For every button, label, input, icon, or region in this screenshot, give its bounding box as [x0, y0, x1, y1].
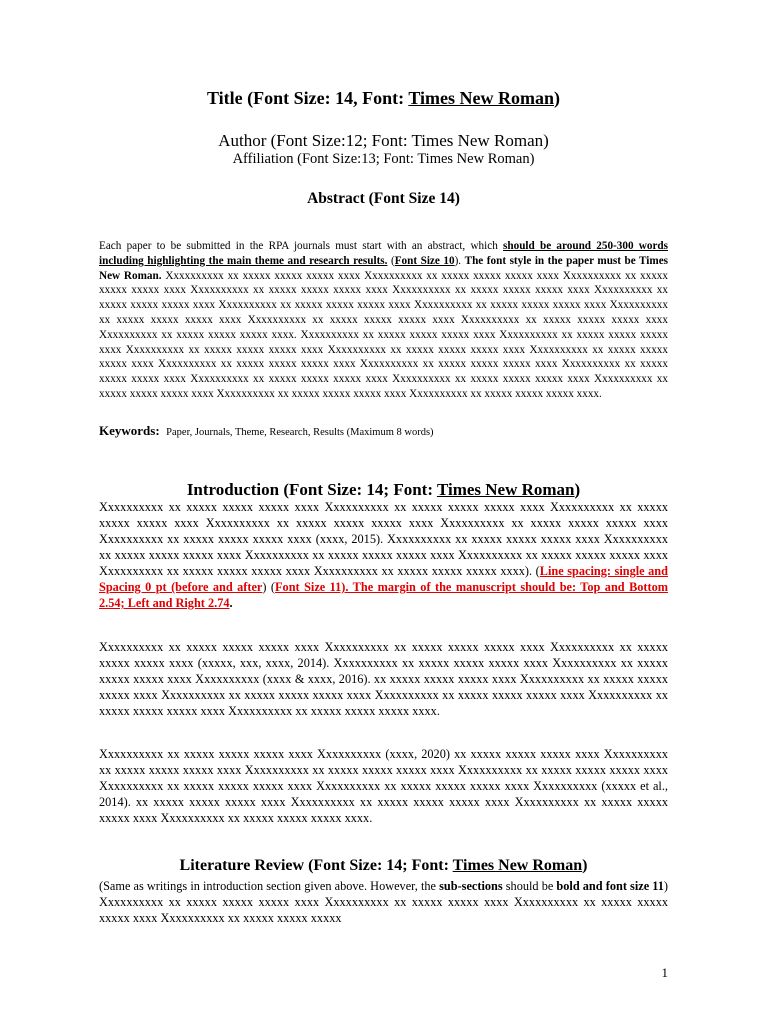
title-font-name: Times New Roman [408, 88, 554, 108]
abstract-bold-3: The font style in the paper must be Times New Roman. [99, 254, 669, 282]
abstract-body [99, 239, 668, 402]
lit-heading-text: Literature Review (Font Size: 14; Font: [179, 857, 453, 874]
lit-bold-2: bold and font size 11 [556, 879, 664, 893]
abstract-text-2: ( [387, 254, 395, 267]
literature-paragraph [99, 878, 668, 926]
intro-p1-red-2: Font Size 11). The margin of the manuscript should be: Top and Bottom 2.54; Left and Right 2.74 [99, 580, 669, 610]
intro-heading-close: ) [574, 480, 581, 499]
lit-bold-1: sub-sections [439, 879, 503, 893]
introduction-heading [99, 480, 668, 500]
affiliation-line: Affiliation (Font Size:13; Font: Times New Roman) [232, 151, 535, 167]
intro-paragraph-3: Xxxxxxxxxx xx xxxxx xxxxx xxxxx xxxx Xxxxxxxxxx (xxxx, 2020) xx xxxxx xxxxx xxxxx xxxx Xxxxxxxxxx xx xxxxx xxxxx xxxxx xxxx Xxxxxxxxxx xx xxxxx xxxxx xxxxx xxxx Xxxxxxxxxx xx xxxxx xxxxx xxxxx xxxx Xxxxxxxxxx xx xxxxx xxxxx xxxxx xxxx Xxxxxxxxxx xx xxxxx xxxxx xxxxx xxxx Xxxxxxxxxx (xxxxx et al., 2014). xx xxxxx xxxxx xxxxx xxxx Xxxxxxxxxx xx xxxxx xxxxx xxxxx xxxx Xxxxxxxxxx xx xxxxx xxxxx xxxxx xxxx Xxxxxxxxxx xx xxxxx xxxxx xxxxx xxxx. [99, 747, 668, 825]
intro-p1-end: . [229, 596, 233, 610]
intro-p1-red-1: Line spacing: single and Spacing 0 pt (before and after [99, 564, 668, 594]
lit-heading-close: ) [582, 857, 588, 874]
abstract-bold-2: Font Size 10 [394, 254, 455, 267]
author-line: Author (Font Size:12; Font: Times New Roman) [218, 131, 549, 150]
intro-paragraph-1 [99, 499, 668, 611]
abstract-filler: Xxxxxxxxxx xx xxxxx xxxxx xxxxx xxxx Xxxxxxxxxx xx xxxxx xxxxx xxxxx xxxx Xxxxxxxxxx xx xxxxx xxxxx xxxxx xxxx Xxxxxxxxxx xx xxxxx xxxxx xxxxx xxxx Xxxxxxxxxx xx xxxxx xxxxx xxxxx xxxx Xxxxxxxxxx xx xxxxx xxxxx xxxxx xxxx Xxxxxxxxxx xx xxxxx xxxxx xxxxx xxxx Xxxxxxxxxx xx xxxxx xxxxx xxxxx xxxx Xxxxxxxxxx xx xxxxx xxxxx xxxxx xxxx Xxxxxxxxxx xx xxxxx xxxxx xxxxx xxxx Xxxxxxxxxx xx xxxxx xxxxx xxxxx xxxx Xxxxxxxxxx xx xxxxx xxxxx xxxxx xxxx. Xxxxxxxxxx xx xxxxx xxxxx xxxxx xxxx Xxxxxxxxxx xx xxxxx xxxxx xxxxx xxxx Xxxxxxxxxx xx xxxxx xxxxx xxxxx xxxx Xxxxxxxxxx xx xxxxx xxxxx xxxxx xxxx Xxxxxxxxxx xx xxxxx xxxxx xxxxx xxxx Xxxxxxxxxx xx xxxxx xxxxx xxxxx xxxx Xxxxxxxxxx xx xxxxx xxxxx xxxxx xxxx Xxxxxxxxxx xx xxxxx xxxxx xxxxx xxxx Xxxxxxxxxx xx xxxxx xxxxx xxxxx xxxx Xxxxxxxxxx xx xxxxx xxxxx xxxxx xxxx Xxxxxxxxxx xx xxxxx xxxxx xxxxx xxxx Xxxxxxxxxx xx xxxxx xxxxx xxxxx xxxx Xxxxxxxxxx xx xxxxx xxxxx xxxxx xxxx. [99, 269, 668, 400]
intro-p1-text: Xxxxxxxxxx xx xxxxx xxxxx xxxxx xxxx Xxxxxxxxxx xx xxxxx xxxxx xxxxx xxxx Xxxxxxxxxx xx xxxxx xxxxx xxxxx xxxx Xxxxxxxxxx xx xxxxx xxxxx xxxxx xxxx Xxxxxxxxxx xx xxxxx xxxxx xxxxx xxxx Xxxxxxxxxx xx xxxxx xxxxx xxxxx xxxx (xxxx, 2015). Xxxxxxxxxx xx xxxxx xxxxx xxxxx xxxx Xxxxxxxxxx xx xxxxx xxxxx xxxxx xxxx Xxxxxxxxxx xx xxxxx xxxxx xxxxx xxxx Xxxxxxxxxx xx xxxxx xxxxx xxxxx xxxx Xxxxxxxxxx xx xxxxx xxxxx xxxxx xxxx Xxxxxxxxxx xx xxxxx xxxxx xxxxx xxxx). ( [99, 500, 668, 578]
lit-text-2: should be [502, 879, 557, 893]
lit-heading-font: Times New Roman [452, 857, 583, 874]
keywords-line [99, 423, 668, 439]
paper-title [99, 88, 668, 109]
keywords-value: Paper, Journals, Theme, Research, Results (Maximum 8 words) [166, 427, 434, 438]
intro-heading-font: Times New Roman [436, 480, 575, 499]
lit-text-3: ) Xxxxxxxxxx xx xxxxx xxxxx xxxxx xxxx Xxxxxxxxxx xx xxxxx xxxxx xxxx Xxxxxxxxxx xx xxxxx xxxxx xxxxx xxxx Xxxxxxxxxx xx xxxxx xxxxx xxxxx [99, 879, 668, 925]
intro-paragraph-2: Xxxxxxxxxx xx xxxxx xxxxx xxxxx xxxx Xxxxxxxxxx xx xxxxx xxxxx xxxxx xxxx Xxxxxxxxxx xx xxxxx xxxxx xxxxx xxxx (xxxxx, xxx, xxxx, 2014). Xxxxxxxxxx xx xxxxx xxxxx xxxxx xxxx Xxxxxxxxxx xx xxxxx xxxxx xxxxx xxxx Xxxxxxxxxx (xxxx & xxxx, 2016). xx xxxxx xxxxx xxxxx xxxx Xxxxxxxxxx xx xxxxx xxxxx xxxxx xxxx Xxxxxxxxxx xx xxxxx xxxxx xxxxx xxxx Xxxxxxxxxx xx xxxxx xxxxx xxxxx xxxx Xxxxxxxxxx xx xxxxx xxxxx xxxxx xxxx Xxxxxxxxxx xx xxxxx xxxxx xxxxx xxxx. [99, 640, 668, 718]
abstract-heading: Abstract (Font Size 14) [307, 190, 460, 207]
page-number: 1 [661, 965, 668, 980]
literature-heading [99, 857, 668, 875]
title-close: ) [554, 88, 560, 108]
keywords-label: Keywords: [99, 423, 160, 438]
title-text: Title (Font Size: 14, Font: [207, 88, 409, 108]
abstract-text-3: ). [454, 254, 465, 267]
abstract-text-1: Each paper to be submitted in the RPA journals must start with an abstract, which [99, 240, 504, 252]
intro-p1-mid: ) ( [262, 580, 276, 594]
lit-text-1: (Same as writings in introduction section given above. However, the [99, 879, 440, 893]
intro-heading-text: Introduction (Font Size: 14; Font: [186, 480, 437, 499]
abstract-bold-1: should be around 250-300 words including highlighting the main theme and research results. [99, 240, 668, 267]
